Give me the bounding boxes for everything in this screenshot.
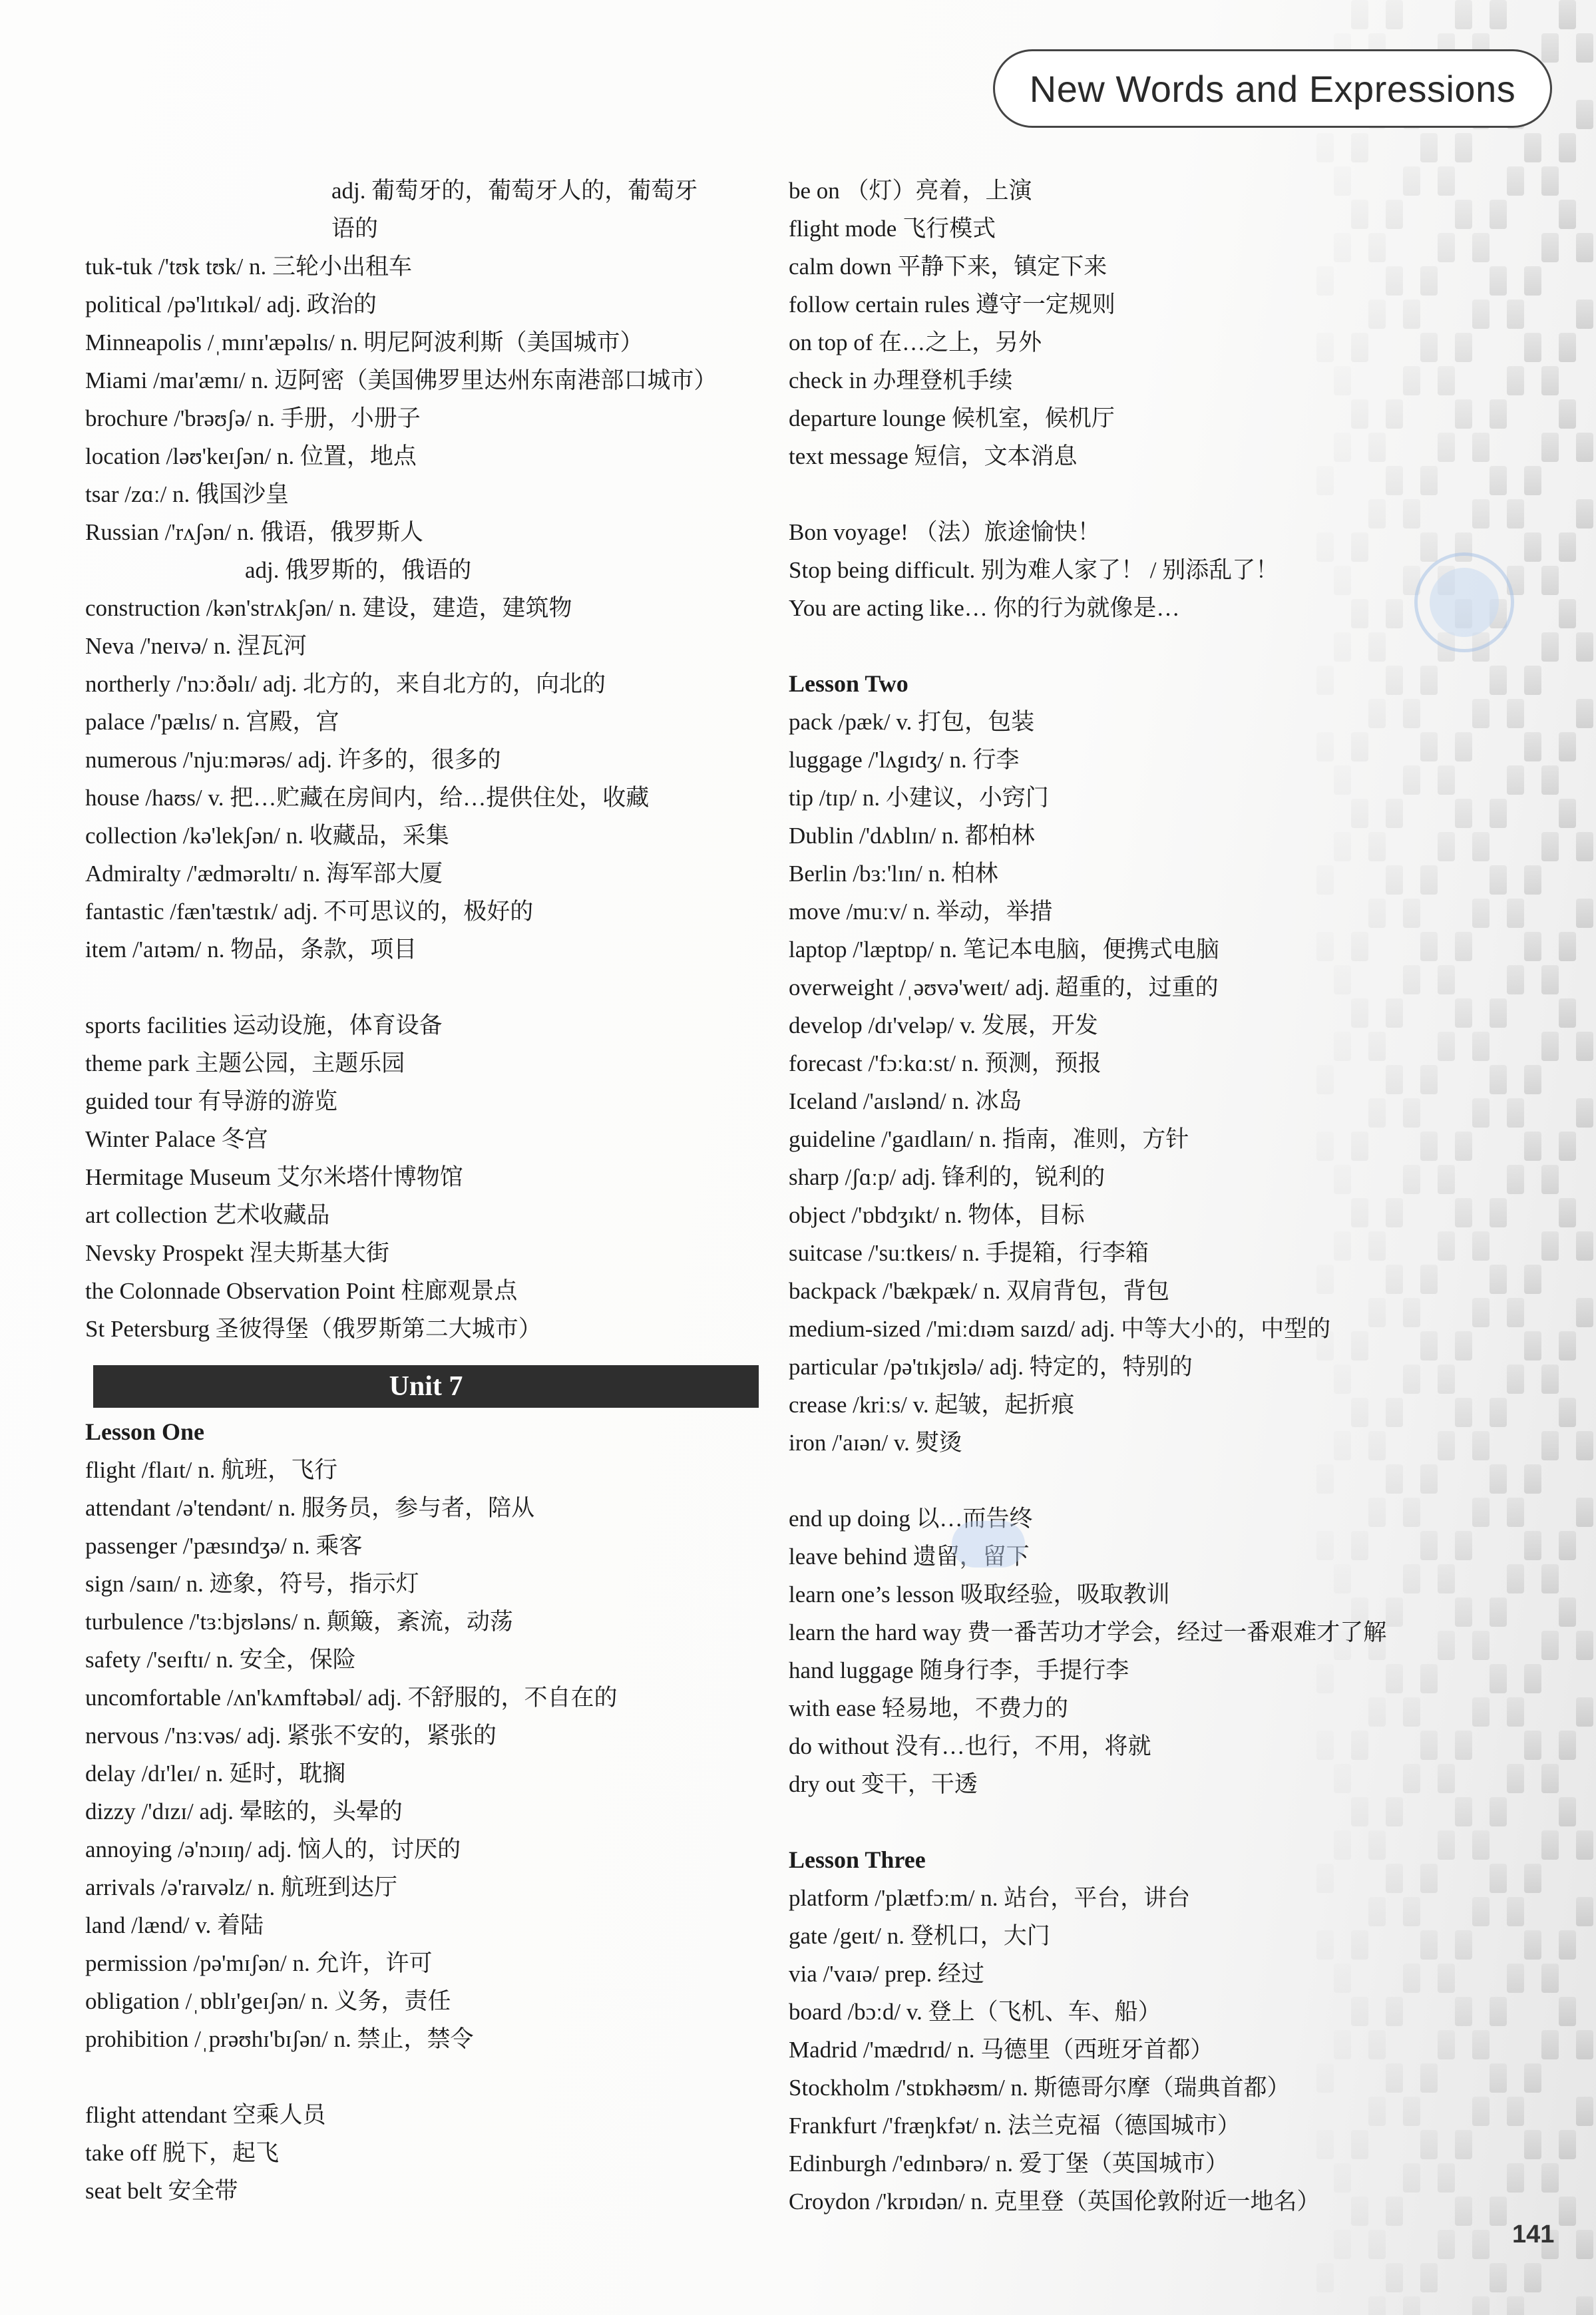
vocab-entry: Russian /'rʌʃən/ n. 俄语，俄罗斯人	[85, 519, 423, 545]
vocab-entry: Neva /'neɪvə/ n. 涅瓦河	[85, 633, 307, 659]
vocab-entry: forecast /'fɔːkɑːst/ n. 预测，预报	[789, 1050, 1101, 1076]
pattern-tile	[1524, 1265, 1541, 1294]
vocab-entry: tuk-tuk /'tʊk tʊk/ n. 三轮小出租车	[85, 254, 412, 280]
pattern-tile	[1559, 932, 1576, 961]
lesson-heading: Lesson Two	[789, 670, 908, 697]
vocab-entry: laptop /'læptɒp/ n. 笔记本电脑，便携式电脑	[789, 937, 1219, 962]
pattern-tile	[1455, 0, 1472, 29]
vocab-entry: Berlin /bɜː'lɪn/ n. 柏林	[789, 861, 998, 887]
pattern-tile	[1490, 1664, 1507, 1693]
vocab-entry: seat belt 安全带	[85, 2178, 238, 2204]
pattern-tile	[1576, 632, 1593, 662]
pattern-tile	[1507, 2097, 1524, 2126]
vocab-entry: flight mode 飞行模式	[789, 216, 996, 242]
vocab-entry: arrivals /ə'raɪvəlz/ n. 航班到达厅	[85, 1874, 397, 1900]
pattern-tile	[1524, 2063, 1541, 2093]
vocab-entry: departure lounge 候机室，候机厅	[789, 405, 1115, 431]
pattern-tile	[1490, 1265, 1507, 1294]
vocab-entry: suitcase /'suːtkeɪs/ n. 手提箱，行李箱	[789, 1240, 1149, 1266]
pattern-tile	[1507, 2163, 1524, 2193]
spacer	[789, 1803, 1488, 1841]
pattern-tile	[1541, 1032, 1559, 1061]
pattern-tile	[1524, 732, 1541, 761]
pattern-tile	[1559, 399, 1576, 429]
pattern-tile	[1490, 0, 1507, 29]
pattern-tile	[1524, 1864, 1541, 1893]
pattern-tile	[1524, 932, 1541, 961]
pattern-tile	[1559, 0, 1576, 29]
pattern-tile	[1490, 865, 1507, 895]
pattern-tile	[1559, 532, 1576, 562]
vocab-entry: platform /'plætfɔːm/ n. 站台，平台，讲台	[789, 1885, 1191, 1911]
pattern-tile	[1576, 2030, 1593, 2059]
pattern-tile	[1472, 2296, 1490, 2315]
pattern-tile	[1559, 1531, 1576, 1560]
pattern-tile	[1576, 1032, 1593, 1061]
pattern-tile	[1524, 2263, 1541, 2292]
pattern-tile	[1559, 1597, 1576, 1627]
vocab-entry: sports facilities 运动设施，体育设备	[85, 1012, 443, 1038]
vocab-entry: Minneapolis /ˌmɪnɪ'æpəlɪs/ n. 明尼阿波利斯（美国城市）	[85, 329, 644, 355]
pattern-tile	[1541, 366, 1559, 395]
vocab-entry: do without 没有…也行，不用，将就	[789, 1733, 1151, 1759]
pattern-tile	[1507, 965, 1524, 994]
vocab-entry: safety /'seɪftɪ/ n. 安全，保险	[85, 1647, 356, 1673]
pattern-tile	[1490, 1797, 1507, 1826]
pattern-tile	[1490, 466, 1507, 495]
pattern-tile	[1559, 1731, 1576, 1760]
pattern-tile	[1541, 1231, 1559, 1261]
pattern-tile	[1559, 133, 1576, 162]
pattern-tile	[1420, 2263, 1438, 2292]
pattern-tile	[1541, 1564, 1559, 1593]
pattern-tile	[1524, 466, 1541, 495]
pattern-tile	[1490, 1597, 1507, 1627]
pattern-tile	[1576, 1298, 1593, 1327]
pattern-tile	[1541, 33, 1559, 63]
vocab-entry: uncomfortable /ʌn'kʌmftəbəl/ adj. 不舒服的，不自在的	[85, 1685, 618, 1711]
vocab-entry: delay /dɪ'leɪ/ n. 延时，耽搁	[85, 1761, 346, 1787]
pattern-tile	[1490, 998, 1507, 1028]
vocab-entry: board /bɔːd/ v. 登上（飞机、车、船）	[789, 1999, 1161, 2025]
vocab-entry-continuation: adj. 俄罗斯的，俄语的	[245, 557, 472, 583]
vocab-entry: crease /kriːs/ v. 起皱，起折痕	[789, 1392, 1075, 1418]
pattern-tile	[1507, 1098, 1524, 1128]
pattern-tile	[1576, 1631, 1593, 1660]
pattern-tile	[1507, 300, 1524, 329]
pattern-tile	[1490, 1198, 1507, 1227]
pattern-tile	[1559, 599, 1576, 628]
pattern-tile	[1541, 433, 1559, 462]
vocab-entry: attendant /ə'tendənt/ n. 服务员，参与者，陪从	[85, 1495, 535, 1521]
pattern-tile	[1559, 1997, 1576, 2026]
vocab-entry: tsar /zɑː/ n. 俄国沙皇	[85, 481, 290, 507]
pattern-tile	[1524, 2130, 1541, 2159]
vocab-entry: on top of 在…之上，另外	[789, 329, 1042, 355]
vocab-entry: Hermitage Museum 艾尔米塔什博物馆	[85, 1164, 463, 1190]
vocab-entry: medium-sized /'miːdɪəm saɪzd/ adj. 中等大小的，中型的	[789, 1316, 1331, 1342]
pattern-tile	[1490, 1997, 1507, 2026]
vocab-entry: palace /'pælɪs/ n. 宫殿，宫	[85, 709, 339, 735]
pattern-tile	[1507, 699, 1524, 728]
pattern-tile	[1524, 666, 1541, 695]
pattern-tile	[1541, 1431, 1559, 1460]
pattern-tile	[1490, 1464, 1507, 1494]
vocab-entry: move /muːv/ n. 举动，举措	[789, 899, 1053, 925]
vocab-entry: end up doing 以…而告终	[789, 1506, 1033, 1532]
pattern-tile	[1455, 133, 1472, 162]
vocab-entry: prohibition /ˌprəʊhɪ'bɪʃən/ n. 禁止，禁令	[85, 2026, 474, 2052]
pattern-tile	[1507, 765, 1524, 795]
vocab-entry: learn one’s lesson 吸取经验，吸取教训	[789, 1581, 1170, 1607]
pattern-tile	[1524, 1331, 1541, 1361]
vocab-entry-continuation: adj. 葡萄牙的，葡萄牙人的，葡萄牙	[331, 178, 698, 204]
vocab-entry: art collection 艺术收藏品	[85, 1202, 330, 1228]
vocab-entry: You are acting like… 你的行为就像是…	[789, 595, 1180, 621]
pattern-tile	[1541, 632, 1559, 662]
vocab-entry: Bon voyage! （法）旅途愉快！	[789, 519, 1101, 545]
vocab-entry: gate /geɪt/ n. 登机口，大门	[789, 1923, 1050, 1949]
vocab-entry: dry out 变干，干透	[789, 1771, 978, 1797]
vocab-entry: check in 办理登机手续	[789, 367, 1013, 393]
vocab-entry: Iceland /'aɪslənd/ n. 冰岛	[789, 1088, 1022, 1114]
vocab-entry: develop /dɪ'veləp/ v. 发展，开发	[789, 1012, 1098, 1038]
vocab-entry: nervous /'nɜːvəs/ adj. 紧张不安的，紧张的	[85, 1723, 497, 1749]
pattern-tile	[1541, 233, 1559, 262]
pattern-tile	[1559, 1132, 1576, 1161]
vocab-entry-continuation: 语的	[331, 216, 379, 242]
pattern-tile	[1541, 2163, 1559, 2193]
right-column	[789, 172, 1488, 2220]
pattern-tile	[1507, 1964, 1524, 1993]
pattern-tile	[1524, 266, 1541, 296]
pattern-tile	[1490, 666, 1507, 695]
vocab-entry: construction /kən'strʌkʃən/ n. 建设，建造，建筑物	[85, 595, 572, 621]
pattern-tile	[1507, 1764, 1524, 1793]
pattern-tile	[1559, 333, 1576, 362]
vocab-entry: Dublin /'dʌblɪn/ n. 都柏林	[789, 823, 1035, 849]
vocab-entry: turbulence /'tɜːbjʊləns/ n. 颠簸，紊流，动荡	[85, 1609, 513, 1635]
pattern-tile	[1559, 1797, 1576, 1826]
vocab-entry: particular /pə'tɪkjʊlə/ adj. 特定的，特别的	[789, 1354, 1193, 1380]
pattern-tile	[1386, 2263, 1403, 2292]
pattern-tile	[1541, 832, 1559, 861]
pattern-tile	[1559, 732, 1576, 761]
vocab-entry: brochure /'brəʊʃə/ n. 手册，小册子	[85, 405, 421, 431]
vocab-entry: Nevsky Prospekt 涅夫斯基大街	[85, 1240, 389, 1266]
vocab-entry: passenger /'pæsɪndʒə/ n. 乘客	[85, 1533, 363, 1559]
vocab-entry: hand luggage 随身行李，手提行李	[789, 1657, 1129, 1683]
pattern-tile	[1559, 1198, 1576, 1227]
vocab-entry: Croydon /'krɒɪdən/ n. 克里登（英国伦敦附近一地名）	[789, 2189, 1320, 2214]
pattern-tile	[1420, 133, 1438, 162]
vocab-entry: flight /flaɪt/ n. 航班，飞行	[85, 1457, 338, 1483]
pattern-tile	[1576, 100, 1593, 129]
pattern-tile	[1490, 1398, 1507, 1427]
pattern-tile	[1576, 699, 1593, 728]
pattern-tile	[1351, 0, 1368, 29]
pattern-tile	[1541, 1631, 1559, 1660]
vocab-entry: tip /tɪp/ n. 小建议，小窍门	[789, 785, 1049, 811]
vocab-entry: Madrid /'mædrɪd/ n. 马德里（西班牙首都）	[789, 2037, 1214, 2063]
vocab-entry: luggage /'lʌgɪdʒ/ n. 行李	[789, 747, 1020, 773]
pattern-tile	[1541, 1764, 1559, 1793]
vocab-entry: Admiralty /'ædmərəltɪ/ n. 海军部大厦	[85, 861, 443, 887]
pattern-tile	[1524, 133, 1541, 162]
vocab-entry: numerous /'njuːmərəs/ adj. 许多的，很多的	[85, 747, 501, 773]
pattern-tile	[1524, 333, 1541, 362]
vocab-entry: Edinburgh /'edɪnbərə/ n. 爱丁堡（英国城市）	[789, 2151, 1229, 2177]
pattern-tile	[1524, 1531, 1541, 1560]
vocab-entry: dizzy /'dɪzɪ/ adj. 晕眩的，头晕的	[85, 1798, 403, 1824]
pattern-tile	[1507, 2296, 1524, 2315]
pattern-tile	[1541, 166, 1559, 196]
pattern-tile	[1559, 2197, 1576, 2226]
vocab-entry: text message 短信，文本消息	[789, 443, 1078, 469]
pattern-tile	[1490, 2197, 1507, 2226]
pattern-tile	[1541, 2030, 1559, 2059]
pattern-tile	[1368, 2230, 1386, 2259]
pattern-tile	[1559, 1930, 1576, 1960]
pattern-tile	[1559, 200, 1576, 229]
pattern-tile	[1576, 2097, 1593, 2126]
pattern-tile	[1368, 2296, 1386, 2315]
vocab-entry: Stop being difficult. 别为难人家了！ / 别添乱了！	[789, 557, 1279, 583]
pattern-tile	[1524, 532, 1541, 562]
vocab-entry: land /lænd/ v. 着陆	[85, 1912, 264, 1938]
lesson-heading: Lesson Three	[789, 1846, 926, 1873]
vocab-entry: iron /'aɪən/ v. 熨烫	[789, 1430, 962, 1456]
pattern-tile	[1559, 998, 1576, 1028]
pattern-tile	[1490, 2263, 1507, 2292]
pattern-tile	[1559, 799, 1576, 828]
pattern-tile	[1490, 200, 1507, 229]
pattern-tile	[1472, 2230, 1490, 2259]
pattern-tile	[1386, 0, 1403, 29]
pattern-tile	[1576, 899, 1593, 928]
pattern-tile	[1490, 2063, 1507, 2093]
pattern-tile	[1576, 499, 1593, 528]
page-number: 141	[1512, 2220, 1555, 2248]
vocab-entry: St Petersburg 圣彼得堡（俄罗斯第二大城市）	[85, 1316, 542, 1342]
section-header	[993, 49, 1552, 128]
left-column	[85, 172, 764, 2210]
vocab-entry: via /'vaɪə/ prep. 经过	[789, 1961, 984, 1987]
pattern-tile	[1524, 1930, 1541, 1960]
vocab-entry: sign /saɪn/ n. 迹象，符号，指示灯	[85, 1571, 419, 1597]
unit-heading: Unit 7	[93, 1365, 759, 1408]
pattern-tile	[1576, 1897, 1593, 1926]
pattern-tile	[1524, 1664, 1541, 1693]
pattern-tile	[1576, 433, 1593, 462]
section-title: New Words and Expressions	[1029, 67, 1516, 110]
vocab-entry: learn the hard way 费一番苦功才学会，经过一番艰难才了解	[789, 1619, 1387, 1645]
pattern-tile	[1507, 1298, 1524, 1327]
pattern-tile	[1576, 2296, 1593, 2315]
vocab-entry: take off 脱下，起飞	[85, 2140, 279, 2166]
vocab-entry: pack /pæk/ v. 打包，包装	[789, 709, 1035, 735]
pattern-tile	[1541, 1830, 1559, 1860]
vocab-entry: Frankfurt /'fræŋkfət/ n. 法兰克福（德国城市）	[789, 2113, 1241, 2139]
vocab-entry: theme park 主题公园，主题乐园	[85, 1050, 405, 1076]
spacer	[789, 475, 1488, 513]
pattern-tile	[1576, 1498, 1593, 1527]
vocab-entry: obligation /ˌɒblɪ'geɪʃən/ n. 义务，责任	[85, 1988, 451, 2014]
pattern-tile	[1507, 1564, 1524, 1593]
pattern-tile	[1490, 1065, 1507, 1094]
vocab-entry: fantastic /fæn'tæstɪk/ adj. 不可思议的，极好的	[85, 899, 534, 925]
spacer	[85, 968, 764, 1006]
pattern-tile	[1524, 1132, 1541, 1161]
pattern-tile	[1524, 1731, 1541, 1760]
vocab-entry: Miami /maɪ'æmɪ/ n. 迈阿密（美国佛罗里达州东南港部口城市）	[85, 367, 717, 393]
vocab-entry: follow certain rules 遵守一定规则	[789, 292, 1115, 317]
spacer	[85, 2058, 764, 2096]
vocab-entry: calm down 平静下来，镇定下来	[789, 254, 1107, 280]
pattern-tile	[1576, 1830, 1593, 1860]
vocab-entry: northerly /'nɔːðəlɪ/ adj. 北方的，来自北方的，向北的	[85, 671, 606, 697]
spacer	[789, 627, 1488, 665]
pattern-tile	[1490, 266, 1507, 296]
pattern-tile	[1541, 1964, 1559, 1993]
vocab-entry: house /haʊs/ v. 把…贮藏在房间内，给…提供住处，收藏	[85, 785, 650, 811]
vocab-entry: with ease 轻易地，不费力的	[789, 1695, 1068, 1721]
pattern-tile	[1524, 1065, 1541, 1094]
vocab-entry: flight attendant 空乘人员	[85, 2102, 326, 2128]
pattern-tile	[1507, 1697, 1524, 1727]
pattern-tile	[1576, 2230, 1593, 2259]
pattern-tile	[1541, 1365, 1559, 1394]
watermark-stamp	[952, 1521, 1025, 1568]
pattern-tile	[1507, 366, 1524, 395]
pattern-tile	[1334, 2230, 1351, 2259]
pattern-tile	[1507, 1365, 1524, 1394]
pattern-tile	[1541, 765, 1559, 795]
vocab-entry: leave behind 遗留，留下	[789, 1544, 1030, 1570]
pattern-tile	[1541, 566, 1559, 595]
pattern-tile	[1316, 133, 1334, 162]
pattern-tile	[1559, 1331, 1576, 1361]
pattern-tile	[1524, 865, 1541, 895]
vocab-entry: annoying /ə'nɔɪɪŋ/ adj. 恼人的，讨厌的	[85, 1836, 461, 1862]
pattern-tile	[1507, 899, 1524, 928]
vocab-entry: sharp /ʃɑːp/ adj. 锋利的，锐利的	[789, 1164, 1105, 1190]
vocab-entry: guided tour 有导游的游览	[85, 1088, 338, 1114]
pattern-tile	[1507, 1498, 1524, 1527]
vocab-entry: political /pə'lɪtɪkəl/ adj. 政治的	[85, 292, 377, 317]
lesson-heading: Lesson One	[85, 1418, 205, 1445]
pattern-tile	[1576, 832, 1593, 861]
pattern-tile	[1541, 965, 1559, 994]
pattern-tile	[1403, 2296, 1420, 2315]
vocab-entry: collection /kə'lekʃən/ n. 收藏品，采集	[85, 823, 449, 849]
pattern-tile	[1490, 1864, 1507, 1893]
vocab-entry: object /'ɒbdʒɪkt/ n. 物体，目标	[789, 1202, 1085, 1228]
pattern-tile	[1524, 1464, 1541, 1494]
pattern-tile	[1351, 133, 1368, 162]
pattern-tile	[1559, 1398, 1576, 1427]
pattern-tile	[1576, 1697, 1593, 1727]
pattern-tile	[1490, 399, 1507, 429]
pattern-tile	[1438, 2230, 1455, 2259]
pattern-tile	[1576, 33, 1593, 63]
pattern-tile	[1576, 300, 1593, 329]
vocab-entry: item /'aɪtəm/ n. 物品，条款，项目	[85, 937, 417, 962]
pattern-tile	[1576, 1431, 1593, 1460]
pattern-tile	[1316, 2263, 1334, 2292]
vocab-entry: Stockholm /'stɒkhəʊm/ n. 斯德哥尔摩（瑞典首都）	[789, 2075, 1291, 2101]
pattern-tile	[1576, 1098, 1593, 1128]
pattern-tile	[1507, 1897, 1524, 1926]
vocab-entry: Winter Palace 冬宫	[85, 1126, 268, 1152]
pattern-tile	[1507, 499, 1524, 528]
vocab-entry: location /ləʊ'keɪʃən/ n. 位置，地点	[85, 443, 417, 469]
pattern-tile	[1576, 1231, 1593, 1261]
spacer	[789, 1462, 1488, 1500]
vocab-entry: permission /pə'mɪʃən/ n. 允许，许可	[85, 1950, 433, 1976]
pattern-tile	[1559, 2130, 1576, 2159]
pattern-tile	[1576, 233, 1593, 262]
vocab-entry: guideline /'gaɪdlaɪn/ n. 指南，准则，方针	[789, 1126, 1189, 1152]
pattern-tile	[1507, 166, 1524, 196]
pattern-tile	[1507, 1165, 1524, 1194]
vocab-entry: the Colonnade Observation Point 柱廊观景点	[85, 1278, 518, 1304]
pattern-tile	[1490, 799, 1507, 828]
vocab-entry: backpack /'bækpæk/ n. 双肩背包，背包	[789, 1278, 1170, 1304]
watermark-stamp	[1414, 552, 1514, 652]
vocab-entry: overweight /ˌəʊvə'weɪt/ adj. 超重的，过重的	[789, 974, 1219, 1000]
pattern-tile	[1541, 1165, 1559, 1194]
vocab-entry: be on （灯）亮着，上演	[789, 178, 1032, 204]
